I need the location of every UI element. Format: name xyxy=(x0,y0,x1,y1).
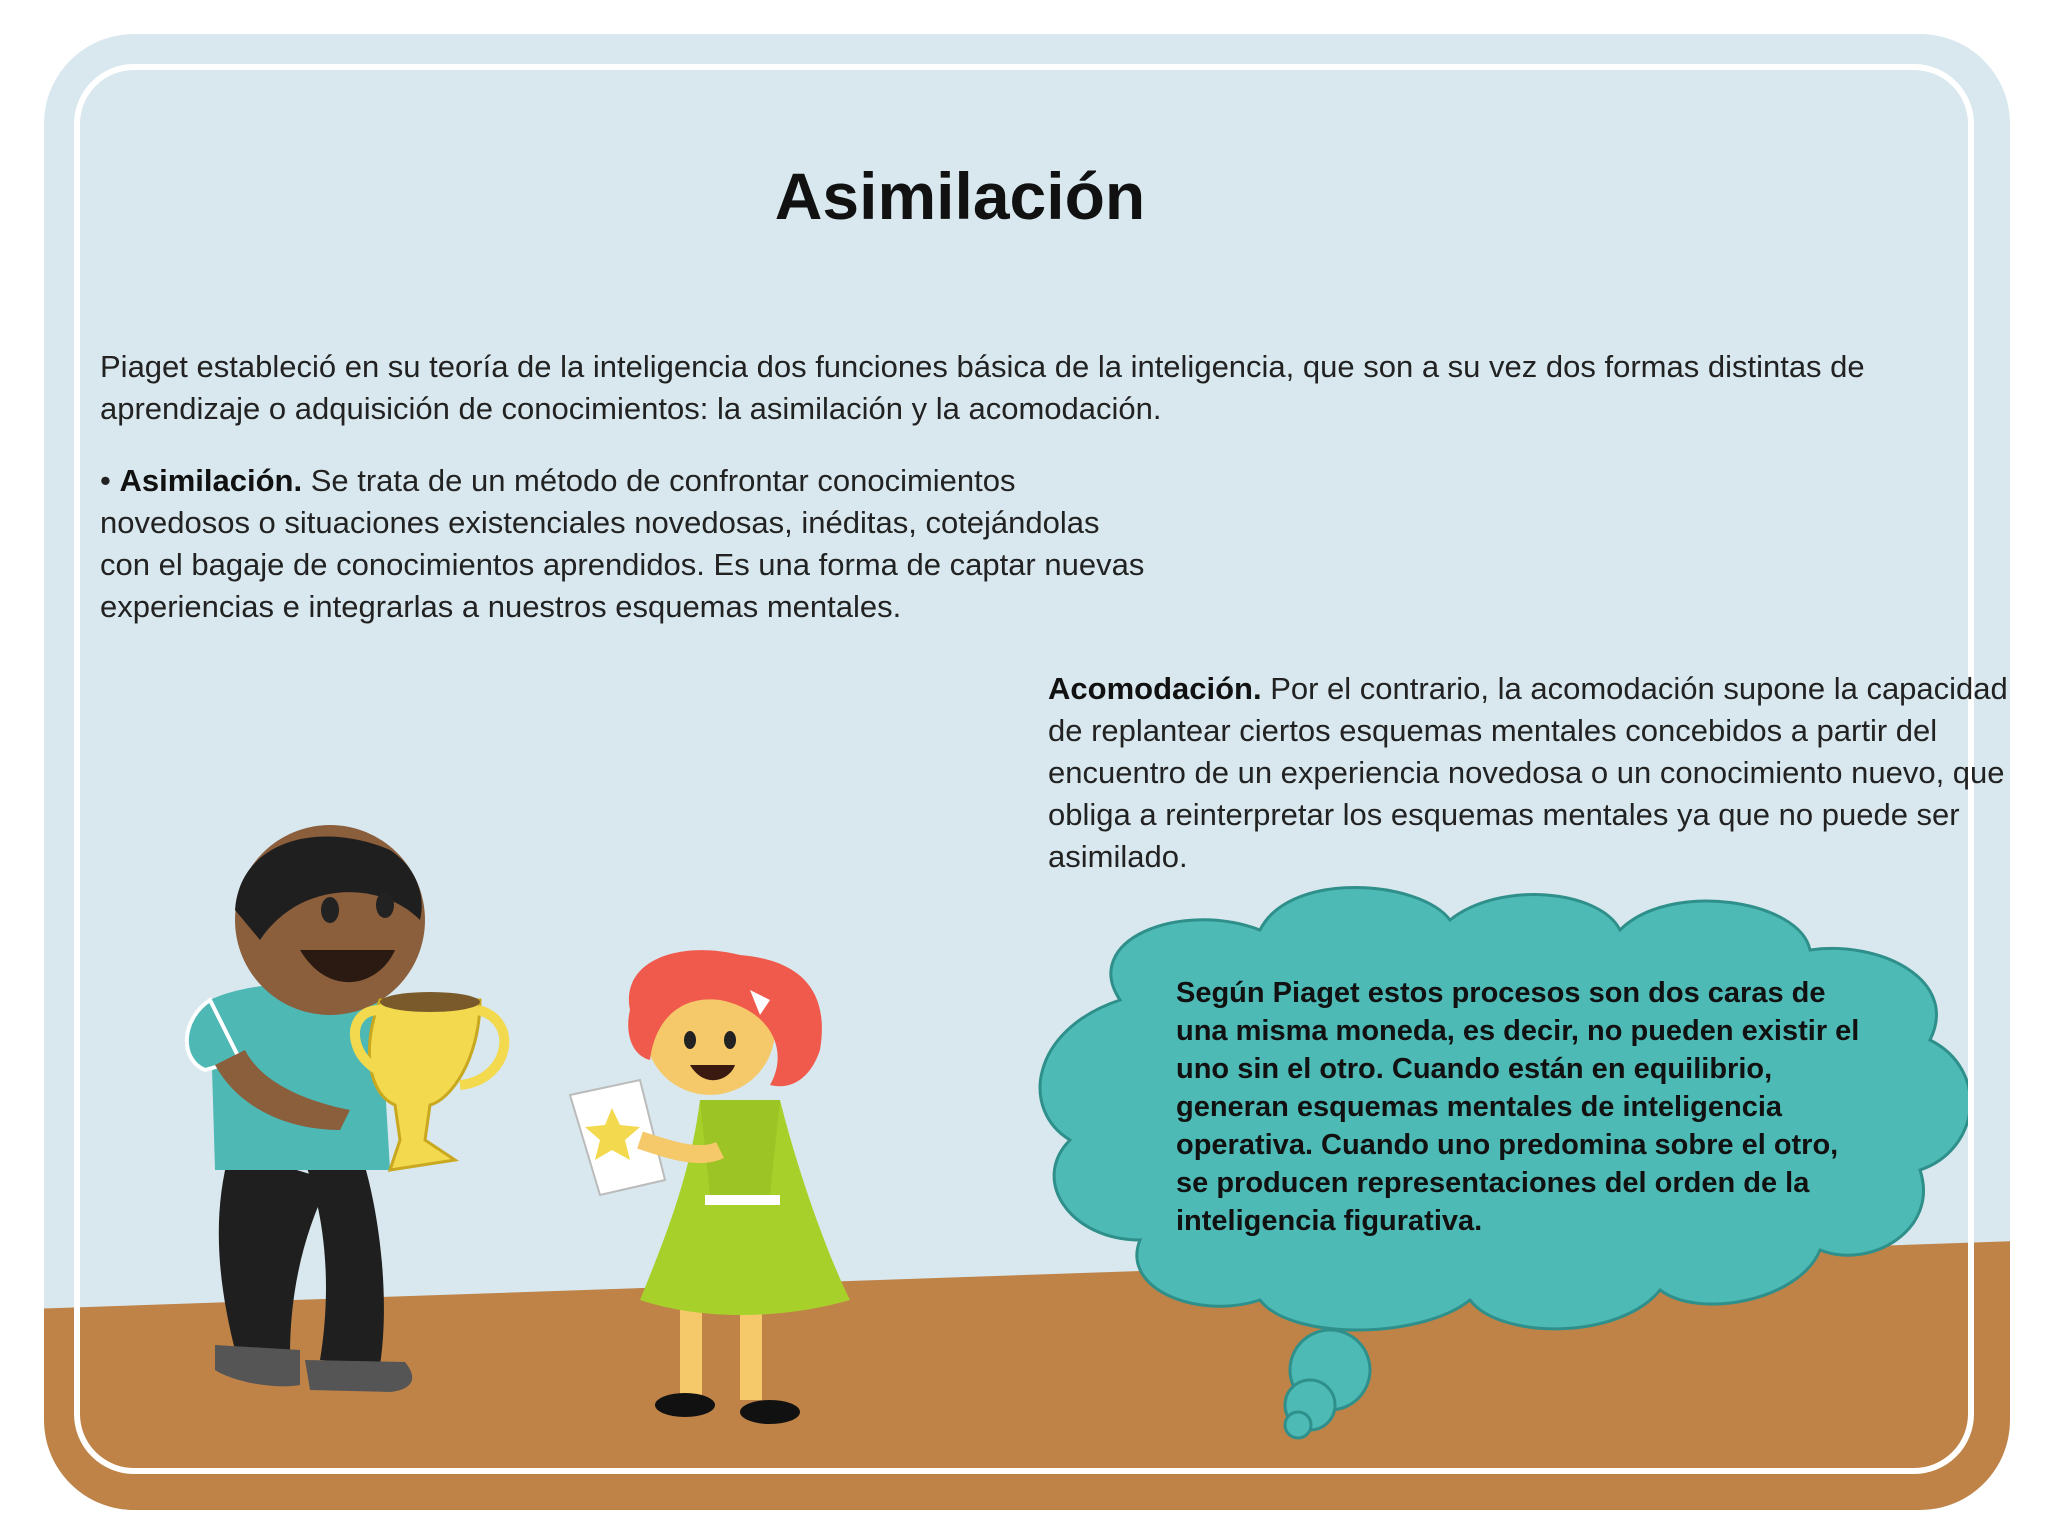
bullet: • xyxy=(100,463,120,498)
acomodacion-term: Acomodación. xyxy=(1048,671,1262,706)
acomodacion-paragraph xyxy=(1048,668,2038,878)
acomodacion-text: Por el contrario, la acomodación supone la capacidad de replantear ciertos esquemas mentales concebidos a partir del encuentro de un experiencia novedosa o un conocimiento nuevo, que obliga a reinterpretar los esquemas mentales ya que no puede ser asimilado. xyxy=(1048,671,2008,874)
cloud-text: Según Piaget estos procesos son dos caras de una misma moneda, es decir, no pueden existir el uno sin el otro. Cuando están en equilibrio, generan esquemas mentales de inteligencia operativa. Cuando uno predomina sobre el otro, se producen representaciones del orden de la inteligencia figurativa. xyxy=(1176,977,1860,1237)
page-title: Asimilación xyxy=(774,159,1146,233)
asimilacion-text: Se trata de un método de confrontar conocimientos novedosos o situaciones existenciales novedosas, inéditas, cotejándolas con el bagaje de conocimientos aprendidos. Es una forma de captar nuevas experiencias e integrarlas a nuestros esquemas mentales. xyxy=(100,463,1145,624)
asimilacion-term: Asimilación. xyxy=(119,463,303,498)
intro-paragraph: Piaget estableció en su teoría de la inteligencia dos funciones básica de la inteligencia, que son a su vez dos formas distintas de aprendizaje o adquisición de conocimientos: la asimilación y la acomodación. xyxy=(100,349,1865,426)
asimilacion-paragraph xyxy=(100,460,1150,628)
